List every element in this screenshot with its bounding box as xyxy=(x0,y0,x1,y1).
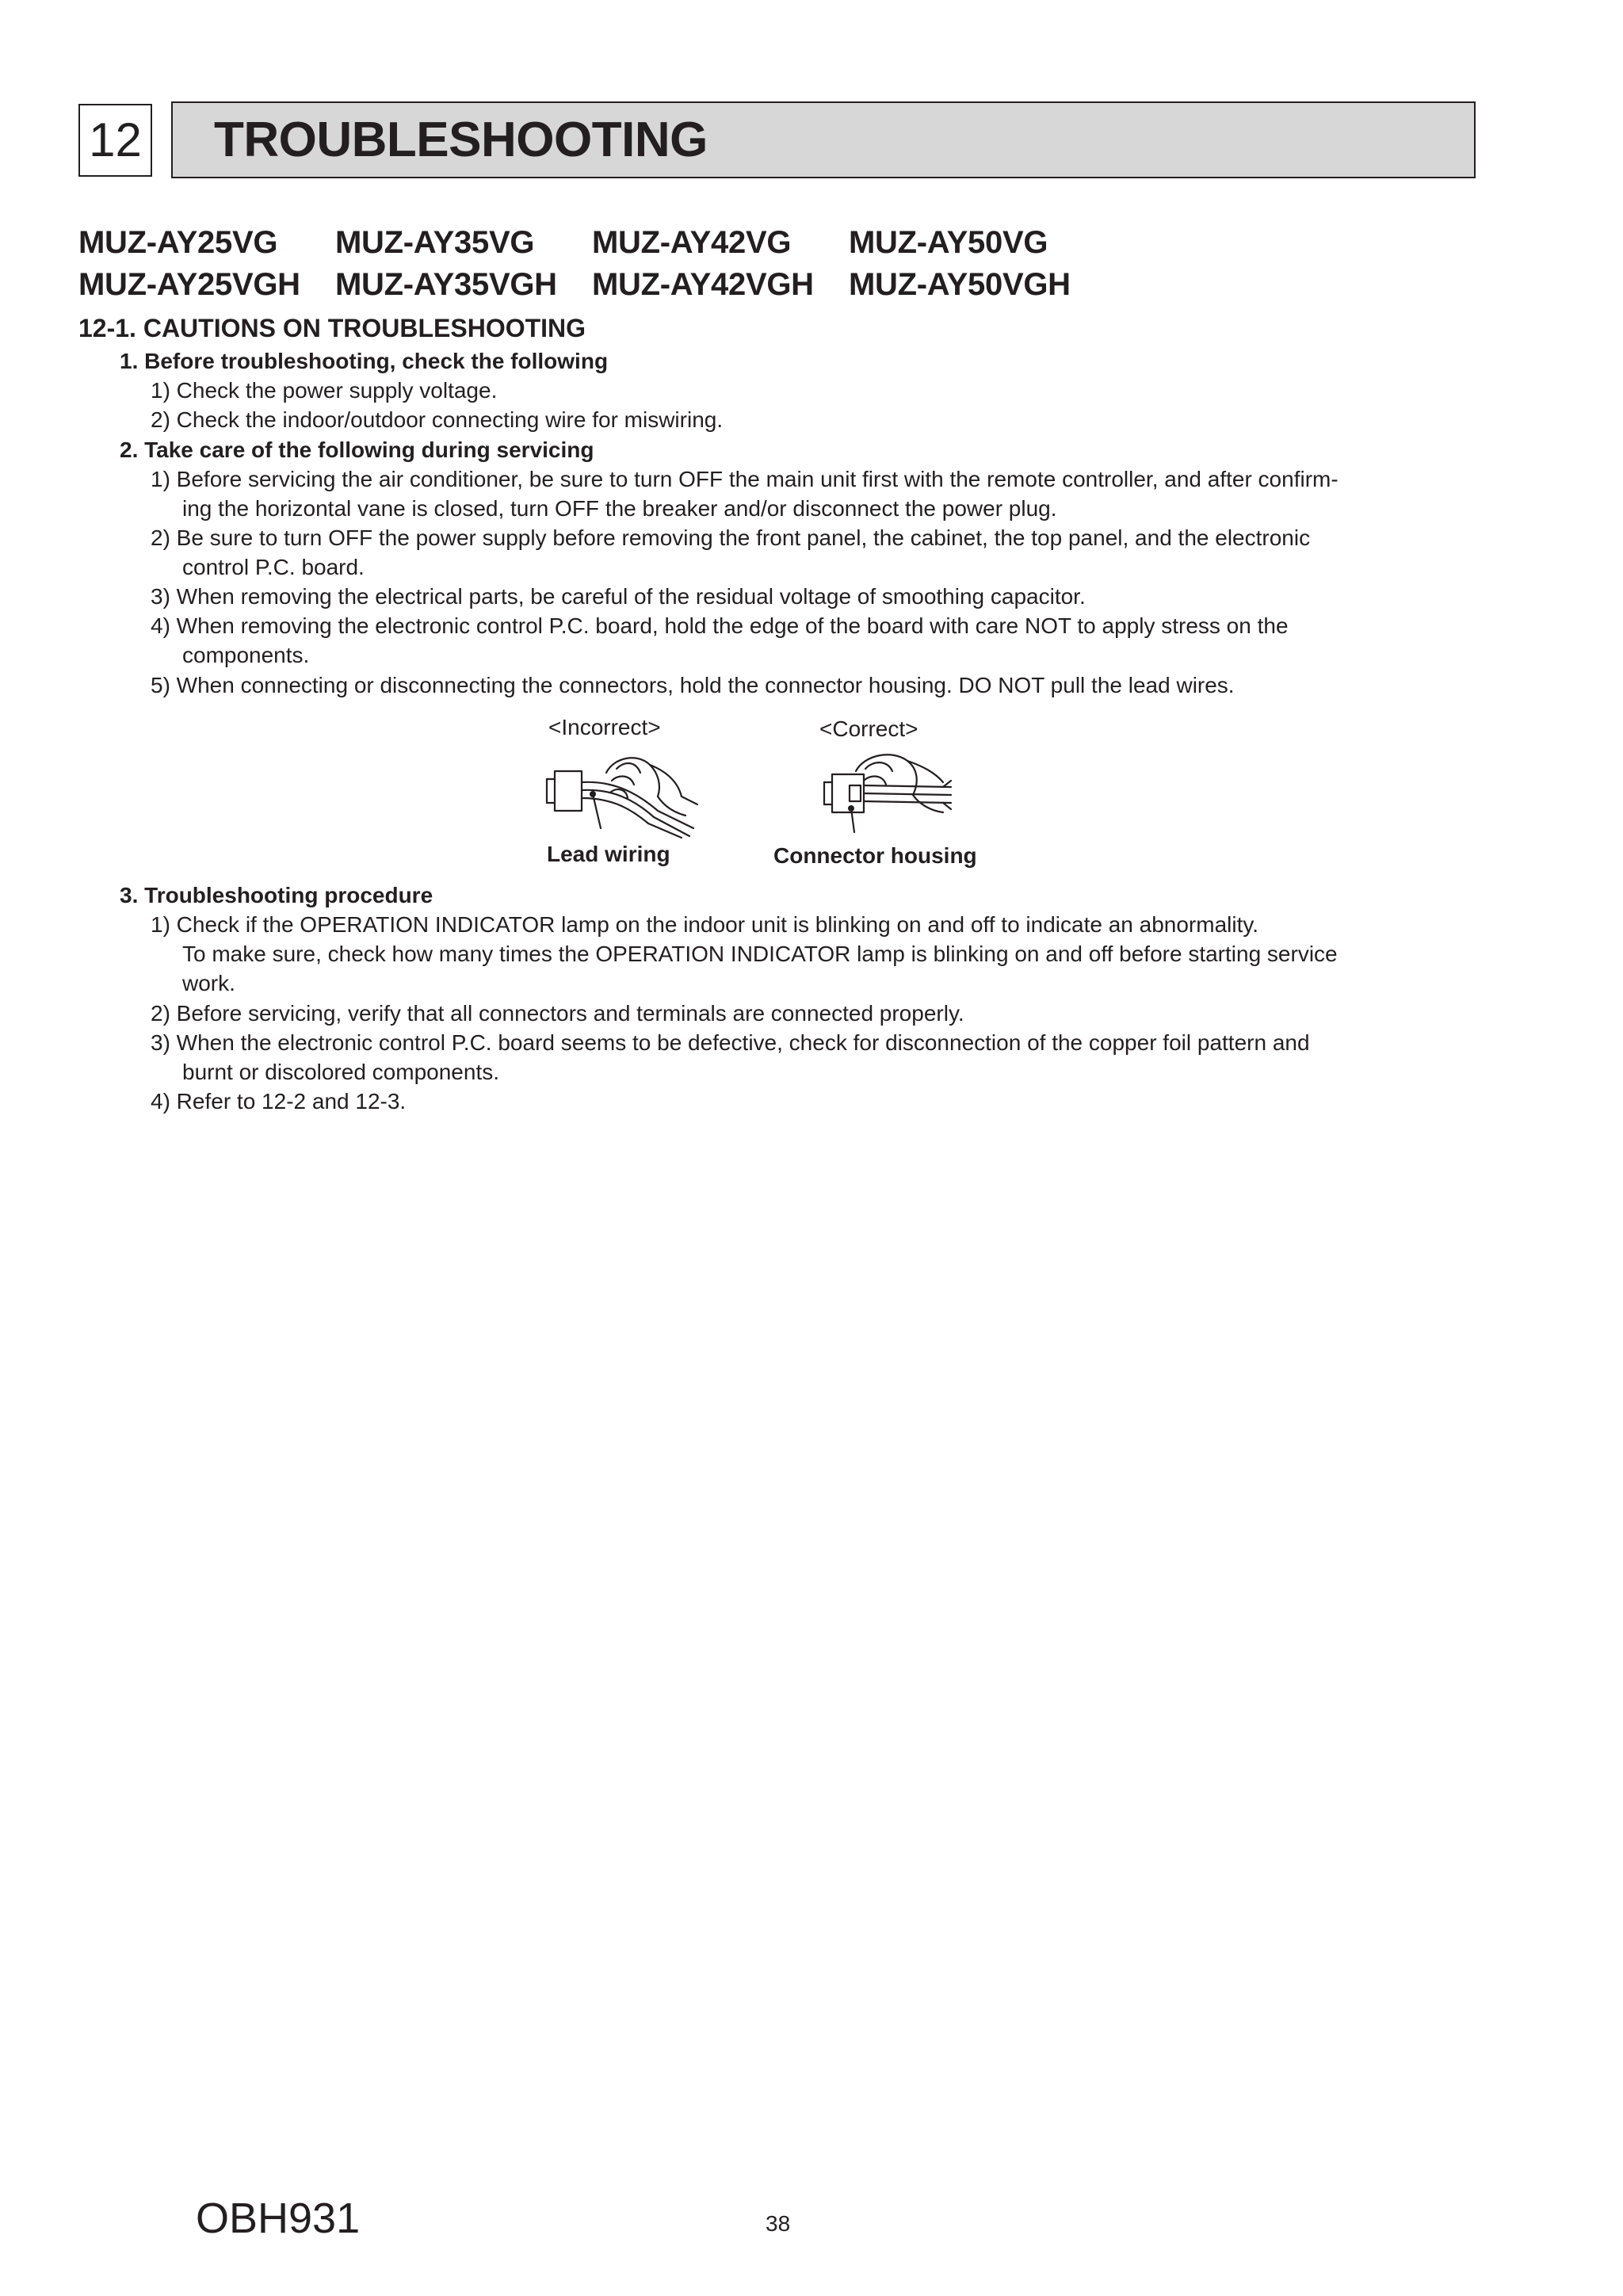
incorrect-caption: Lead wiring xyxy=(547,842,670,866)
list-item: 2) Before servicing, verify that all connectors and terminals are connected properly. xyxy=(151,1001,964,1026)
list-item: 2) Check the indoor/outdoor connecting wire for miswiring. xyxy=(151,407,724,432)
section-title: TROUBLESHOOTING xyxy=(214,113,708,167)
list-item: 4) When removing the electronic control P.C. board, hold the edge of the board with care NOT to apply stress on the xyxy=(151,613,1289,638)
part3-heading: 3. Troubleshooting procedure xyxy=(120,883,433,907)
model-number: MUZ-AY50VGH xyxy=(849,267,1071,302)
list-item: 1) Check the power supply voltage. xyxy=(151,378,498,403)
model-number: MUZ-AY35VGH xyxy=(335,267,557,302)
list-item: 5) When connecting or disconnecting the connectors, hold the connector housing. DO NOT pull the lead wires. xyxy=(151,673,1235,697)
list-item: 2) Be sure to turn OFF the power supply before removing the front panel, the cabinet, the top panel, and the electronic xyxy=(151,525,1311,550)
model-number: MUZ-AY35VG xyxy=(335,225,535,260)
model-number: MUZ-AY25VG xyxy=(78,225,278,260)
model-number: MUZ-AY42VG xyxy=(592,225,792,260)
list-item-continuation: To make sure, check how many times the OPERATION INDICATOR lamp is blinking on and off before starting service xyxy=(182,942,1338,966)
part2-heading: 2. Take care of the following during servicing xyxy=(120,437,594,462)
model-number: MUZ-AY42VGH xyxy=(592,267,814,302)
list-item-continuation: ing the horizontal vane is closed, turn OFF the breaker and/or disconnect the power plug. xyxy=(182,496,1057,521)
correct-caption: Connector housing xyxy=(773,843,977,868)
list-item: 3) When removing the electrical parts, be careful of the residual voltage of smoothing capacitor. xyxy=(151,584,1086,609)
list-item-continuation: control P.C. board. xyxy=(182,555,365,579)
list-item: 1) Before servicing the air conditioner, be sure to turn OFF the main unit first with the remote controller, and after confirm- xyxy=(151,467,1338,491)
list-item-continuation: burnt or discolored components. xyxy=(182,1060,499,1084)
model-number: MUZ-AY25VGH xyxy=(78,267,300,302)
incorrect-label: <Incorrect> xyxy=(548,715,661,739)
list-item: 1) Check if the OPERATION INDICATOR lamp on the indoor unit is blinking on and off to indicate an abnormality. xyxy=(151,912,1259,937)
list-item-continuation: components. xyxy=(182,643,310,667)
section-title-bar xyxy=(171,101,1476,178)
section-number: 12 xyxy=(78,104,152,177)
correct-handling-illustration xyxy=(816,749,983,840)
page-number: 38 xyxy=(766,2211,791,2236)
list-item: 3) When the electronic control P.C. board seems to be defective, check for disconnection of the copper foil pattern and xyxy=(151,1030,1310,1055)
document-code: OBH931 xyxy=(196,2195,361,2242)
correct-label: <Correct> xyxy=(819,716,918,741)
incorrect-handling-illustration xyxy=(539,749,705,840)
list-item: 4) Refer to 12-2 and 12-3. xyxy=(151,1089,407,1114)
part1-heading: 1. Before troubleshooting, check the following xyxy=(120,349,609,373)
subsection-title: 12-1. CAUTIONS ON TROUBLESHOOTING xyxy=(78,314,586,342)
list-item-continuation: work. xyxy=(182,971,235,995)
model-number: MUZ-AY50VG xyxy=(849,225,1048,260)
